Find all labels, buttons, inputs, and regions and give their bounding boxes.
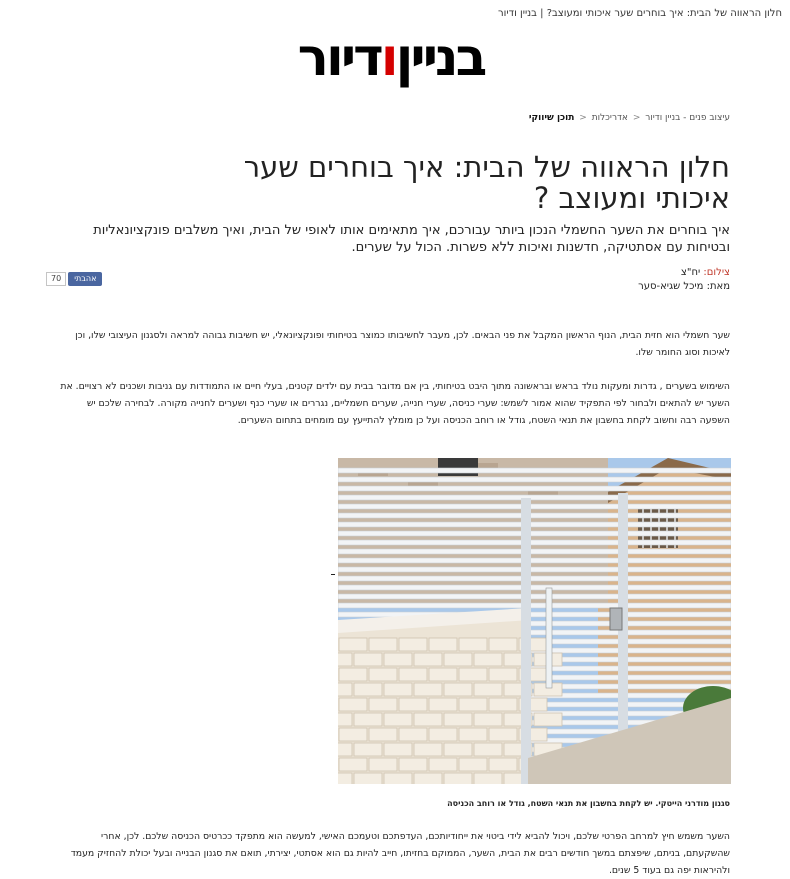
site-logo[interactable] [297,28,485,88]
wall-brick [338,713,352,726]
wall-brick [369,698,397,711]
breadcrumb-home[interactable]: עיצוב פנים - בניין ודיור [645,113,730,123]
wall-brick [459,668,487,681]
wall-brick [489,758,517,771]
breadcrumb-separator: < [632,113,641,123]
fence-slat [338,576,731,581]
wall-brick [399,668,427,681]
fence-slat [338,486,731,491]
breadcrumb-architecture[interactable]: אדריכלות [591,113,628,123]
fence-slat [338,549,731,554]
fence-slat [338,531,731,536]
wall-brick [444,743,472,756]
fence-slat [338,585,731,590]
wall-brick [339,728,367,741]
wall-brick [338,773,352,784]
wall-brick [459,758,487,771]
wall-brick [444,713,472,726]
wall-brick [444,683,472,696]
wall-brick [399,638,427,651]
wall-brick [474,713,502,726]
wall-brick [369,668,397,681]
like-button[interactable]: אהבתי [68,272,102,286]
wall-brick [429,728,457,741]
wall-brick [429,638,457,651]
wall-brick [339,638,367,651]
wall-brick [369,638,397,651]
author-credit [430,280,730,294]
wall-brick [338,653,352,666]
wall-brick [429,668,457,681]
wall-brick [474,683,502,696]
wall-brick [444,653,472,666]
wall-brick [384,713,412,726]
wall-brick [399,698,427,711]
wall-brick [474,743,502,756]
fence-slat [338,612,731,617]
wall-brick [459,728,487,741]
article-paragraph-3: השער משמש חיץ למרחב הפרטי שלכם, ויכול להביא לידי ביטוי את ייחודיותכם, העדפתכם וטעמכם האישי, למעשה הוא מתפקד ככרטיס הכניסה שלכם. לכן, אחרי שהשקעתם, בניתם, שיפצתם במשך חודשים רבים את הבית, השער, הממוקם בחזיתו, חייב להיות גם הוא אסתטי, יצירתי, תואם את סגנון הבנייה ובעל יכולת להחזיק מעמד ולהיראות יפה גם בעוד 5 שנים. [70,831,730,876]
wall-brick [338,743,352,756]
fence-slat [338,513,731,518]
wall-brick [414,773,442,784]
fence-slat [338,594,731,599]
fence-slat [338,540,731,545]
like-widget [46,272,102,286]
gate-photo-illustration [338,458,731,784]
breadcrumb-current[interactable]: תוכן שיווקי [528,113,575,123]
wall-brick [459,698,487,711]
wall-brick [429,698,457,711]
wall-brick [399,758,427,771]
wall-brick [459,638,487,651]
wall-brick [354,773,382,784]
author-name: מיכל שגיא-סער [638,281,707,292]
wall-brick [354,683,382,696]
photo-credit-label: צילום: [703,267,730,278]
wall-brick [369,728,397,741]
wall-brick [354,653,382,666]
fence-slat [338,477,731,482]
logo-part-red: ו [380,28,396,88]
wall-brick [384,683,412,696]
wall-brick [354,713,382,726]
article-paragraph-2: השימוש בשערים , גדרות ומעקות נולד בראש ובראשונה מתוך היבט בטיחותי, בין אם מדובר בבית עם ילדים קטנים, בעלי חיים או התמודדות עם גניבות ושכנים לא רצויים. את השער יש להתאים ולבחור לפי התפקיד שהוא אמור לשמש: שערי כניסה, שערי חנייה, שערים חשמליים, נגררים או שערי כנף ושערים לחנייה מקורה. לבחירה שלכם יש השפעה רבה וחשוב לקחת בחשבון את תנאי השטח, גודל או רוחב הכניסה ועל כן מומלץ להתייעץ עם מומחים בתחום השערים. [60,381,730,426]
wall-brick [489,698,517,711]
photo-credit [430,266,730,280]
wall-brick [354,743,382,756]
article-title: חלון הראווה של הבית: איך בוחרים שער איכותי ומעוצב ? [243,150,730,215]
fence-slat [338,504,731,509]
wall-brick [384,773,412,784]
fence-slat [338,558,731,563]
article-lead: איך בוחרים את השער החשמלי הנכון ביותר עבורכם, איך מתאימים אותו לאופי של הבית, ואיך משלבים פונקציונאליות ובטיחות עם אסתטיקה, חדשנות ואיכות ללא פשרות. הכול על שערים. [93,223,730,255]
photo-credit-value: יח"צ [680,267,704,278]
logo-part-2: דיור [297,28,381,88]
wall-brick [339,668,367,681]
wall-brick [489,638,517,651]
wall-brick [414,713,442,726]
wall-brick [429,758,457,771]
browser-title: חלון הראווה של הבית: איך בוחרים שער איכותי ומעוצב? | בניין ודיור [498,8,782,19]
wall-brick [339,698,367,711]
fence-slat [338,603,731,608]
fence-slat [338,522,731,527]
wall-brick [339,758,367,771]
photo-caption: סגנון מודרני הייטקי. יש לקחת בחשבון את תנאי השטח, גודל או רוחב הכניסה [447,799,730,808]
like-count: 70 [46,272,66,286]
wall-brick [489,728,517,741]
wall-brick [534,713,562,726]
wall-brick [384,653,412,666]
breadcrumb-separator: < [579,113,587,123]
fence-slat [338,567,731,572]
wall-brick [369,758,397,771]
wall-brick [474,653,502,666]
wall-brick [338,683,352,696]
fence-slat [338,468,731,473]
article-photo-gate [338,458,731,784]
wall-brick [474,773,502,784]
wall-brick [384,743,412,756]
wall-brick [414,743,442,756]
fence-slat [338,495,731,500]
article-credits [430,266,730,294]
breadcrumb [529,113,730,123]
wall-brick [414,683,442,696]
article-paragraph-1: שער חשמלי הוא חזית הבית, הנוף הראשון המקבל את פני הבאים. לכן, מעבר לחשיבותו כמוצר בטיחותי ופונקציונאלי, יש חשיבות גבוהה למראה ולסגנון העיצובי שלו, וכן לאיכות וסוג החומר שלו. [75,330,730,358]
logo-part-1: בניין [395,28,485,88]
wall-brick [399,728,427,741]
wall-brick [414,653,442,666]
author-label: מאת: [706,281,730,292]
stray-mark [331,574,335,575]
wall-brick [444,773,472,784]
wall-brick [489,668,517,681]
